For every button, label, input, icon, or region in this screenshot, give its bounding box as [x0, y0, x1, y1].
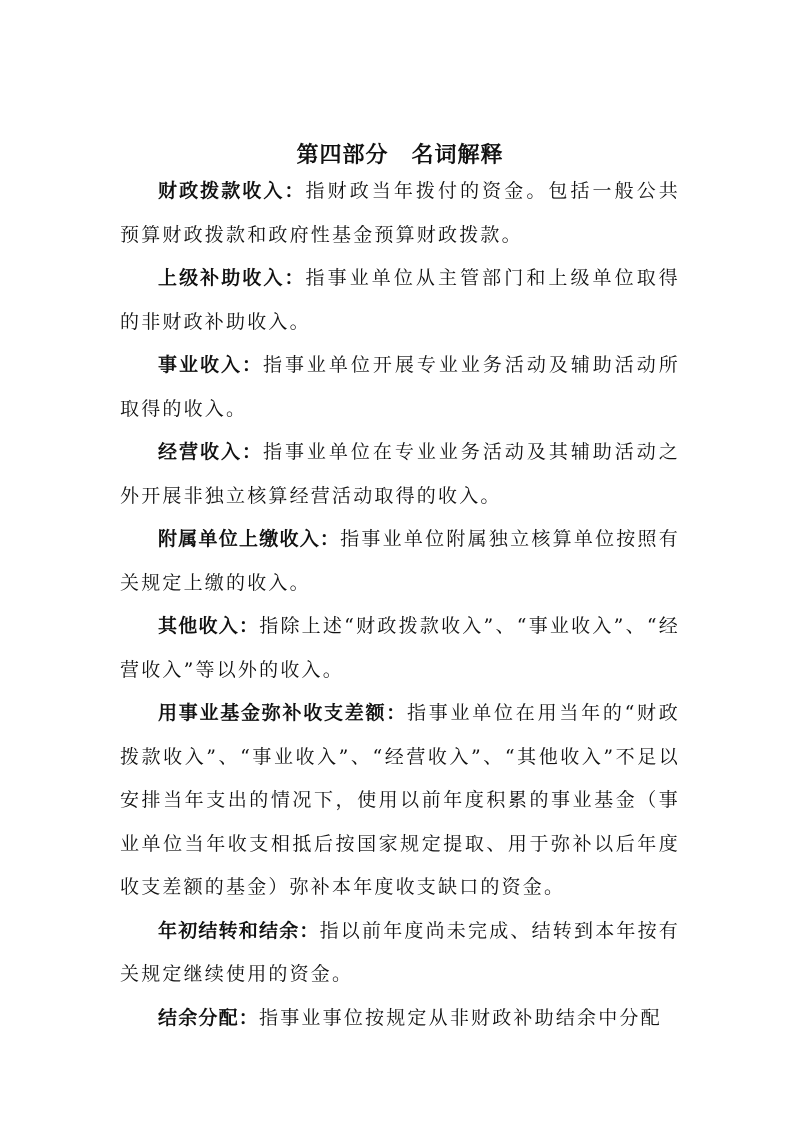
- glossary-entry-balance-distribution: [120, 997, 680, 1041]
- glossary-term: 附属单位上缴收入：: [158, 528, 341, 550]
- glossary-definition: 指事业单位开展专业业务活动及辅助活动所取得的收入。: [120, 354, 680, 420]
- glossary-definition: 指事业单位在专业业务活动及其辅助活动之外开展非独立核算经营活动取得的收入。: [120, 441, 680, 507]
- glossary-definition: 指事业单位在用当年的“财政拨款收入”、“事业收入”、“经营收入”、“其他收入”不足以安排当年支出的情况下，使用以前年度积累的事业基金（事业单位当年收支相抵后按国家规定提取、用于弥补以后年度收支差额的基金）弥补本年度收支缺口的资金。: [120, 702, 680, 898]
- glossary-term: 其他收入：: [158, 615, 260, 637]
- glossary-entry-other-income: [120, 605, 680, 692]
- glossary-entry-business-income: [120, 344, 680, 431]
- glossary-definition: 指除上述“财政拨款收入”、“事业收入”、“经营收入”等以外的收入。: [120, 615, 680, 681]
- glossary-entry-carryover-and-balance: [120, 910, 680, 997]
- glossary-term: 结余分配：: [158, 1006, 260, 1029]
- glossary-term: 上级补助收入：: [158, 267, 306, 289]
- glossary-entry-affiliated-unit-income: [120, 518, 680, 605]
- glossary-term: 用事业基金弥补收支差额：: [158, 702, 408, 724]
- glossary-term: 事业收入：: [158, 354, 263, 376]
- glossary-term: 年初结转和结余：: [158, 919, 320, 942]
- glossary-term: 财政拨款收入：: [158, 180, 306, 202]
- glossary-term: 经营收入：: [158, 441, 263, 463]
- glossary-entry-superior-subsidy-income: [120, 257, 680, 344]
- glossary-entry-fiscal-appropriation-income: [120, 170, 680, 257]
- glossary-definition: 指财政当年拨付的资金。包括一般公共预算财政拨款和政府性基金预算财政拨款。: [120, 180, 680, 246]
- section-title: 第四部分 名词解释: [296, 143, 504, 168]
- glossary-definition: 指以前年度尚未完成、结转到本年按有关规定继续使用的资金。: [120, 919, 681, 985]
- glossary-definition: 指事业单位从主管部门和上级单位取得的非财政补助收入。: [120, 267, 680, 333]
- glossary-definition: 指事业单位附属独立核算单位按照有关规定上缴的收入。: [120, 528, 680, 594]
- glossary-list: [120, 170, 680, 1040]
- glossary-entry-operating-income: [120, 431, 680, 518]
- glossary-entry-business-fund-offset: [120, 692, 680, 910]
- glossary-definition: 指事业事位按规定从非财政补助结余中分配: [259, 1006, 662, 1029]
